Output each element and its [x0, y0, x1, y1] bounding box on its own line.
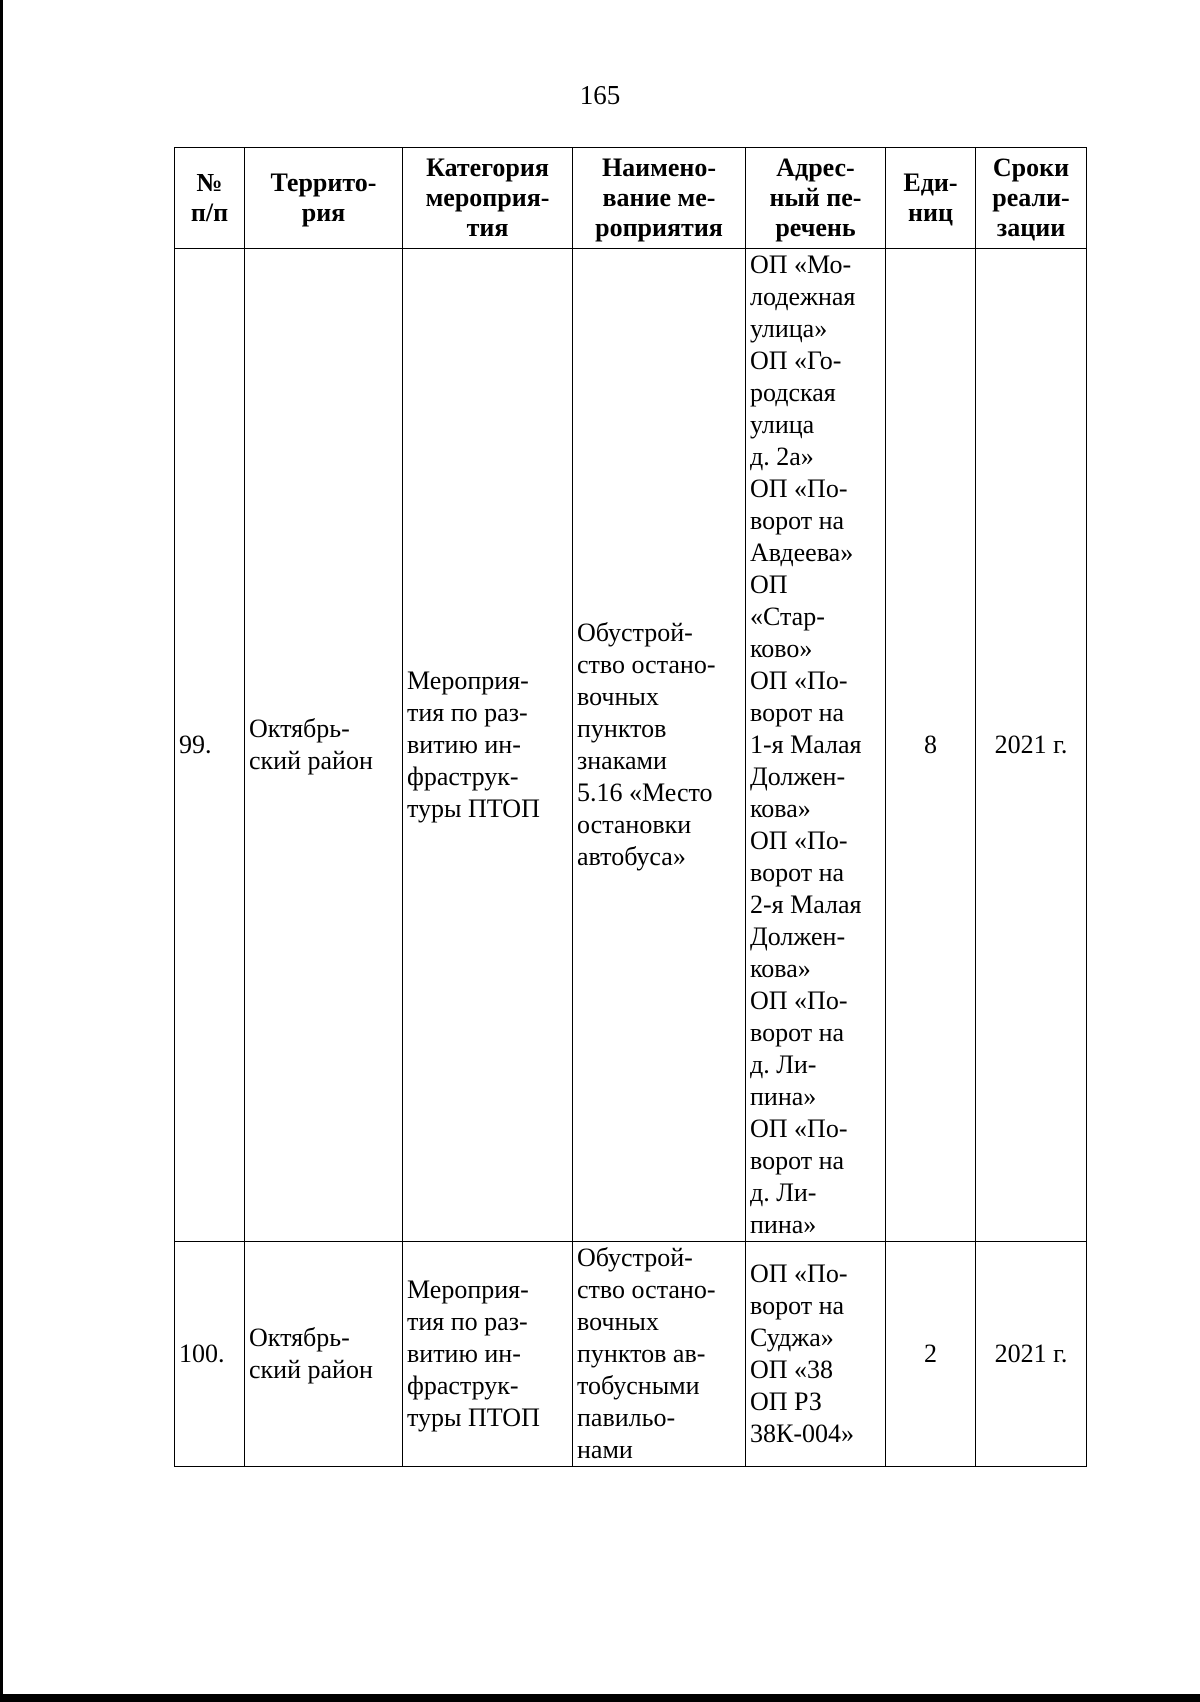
- header-name: Наимено- вание ме- роприятия: [573, 148, 746, 249]
- row-address: ОП «По- ворот на Суджа» ОП «38 ОП РЗ 38К-004»: [746, 1242, 886, 1467]
- header-period: Сроки реали- зации: [976, 148, 1087, 249]
- scan-border-bottom: [0, 1694, 1200, 1702]
- activities-table: [174, 147, 1087, 1467]
- row-units: 8: [886, 249, 976, 1242]
- row-territory: Октябрь- ский район: [245, 1242, 403, 1467]
- table-row: [175, 249, 1087, 1242]
- row-units: 2: [886, 1242, 976, 1467]
- row-period: 2021 г.: [976, 249, 1087, 1242]
- row-period: 2021 г.: [976, 1242, 1087, 1467]
- header-category: Категория мероприя- тия: [403, 148, 573, 249]
- scan-border-left: [0, 0, 3, 1702]
- row-category: Мероприя- тия по раз- витию ин- фраструк- туры ПТОП: [403, 249, 573, 1242]
- row-address: ОП «Мо- лодежная улица» ОП «Го- родская улица д. 2а» ОП «По- ворот на Авдеева» ОП «Стар- ково» ОП «По- ворот на 1-я Малая Должен- кова» ОП «По- ворот на 2-я Малая Должен- кова» ОП «По- ворот на д. Ли- пина» ОП «По- ворот на д. Ли- пина»: [746, 249, 886, 1242]
- row-number: 100.: [175, 1242, 245, 1467]
- row-category: Мероприя- тия по раз- витию ин- фраструк- туры ПТОП: [403, 1242, 573, 1467]
- header-units: Еди- ниц: [886, 148, 976, 249]
- header-territory: Террито- рия: [245, 148, 403, 249]
- row-name: Обустрой- ство остано- вочных пунктов знаками 5.16 «Место остановки автобуса»: [573, 249, 746, 1242]
- table-header-row: [175, 148, 1087, 249]
- header-number: № п/п: [175, 148, 245, 249]
- row-number: 99.: [175, 249, 245, 1242]
- row-name: Обустрой- ство остано- вочных пунктов ав- тобусными павильо- нами: [573, 1242, 746, 1467]
- table-row: [175, 1242, 1087, 1467]
- page-number: 165: [579, 80, 621, 110]
- row-territory: Октябрь- ский район: [245, 249, 403, 1242]
- header-address: Адрес- ный пе- речень: [746, 148, 886, 249]
